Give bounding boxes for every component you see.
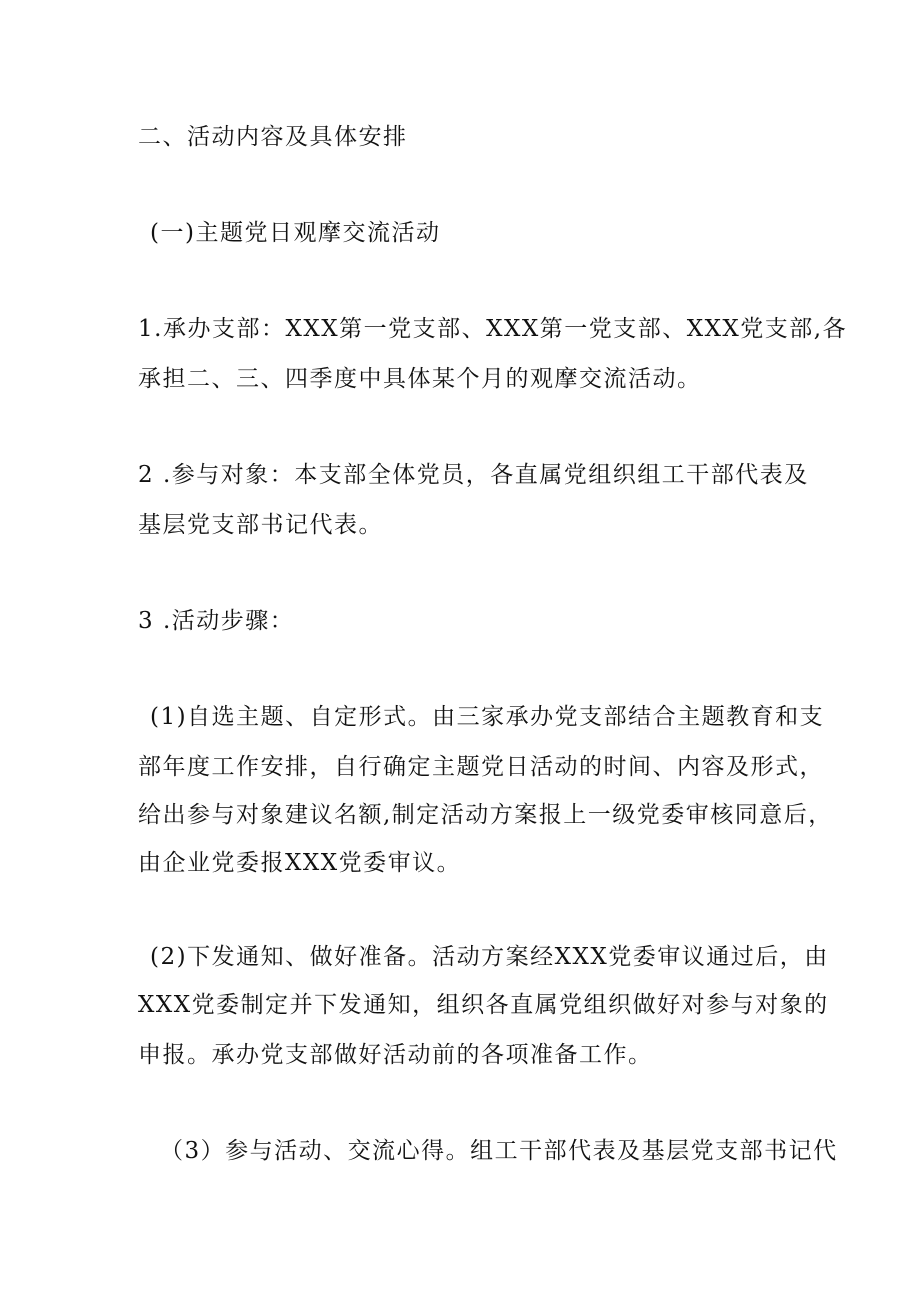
item1-line-2: 承担二、三、四季度中具体某个月的观摩交流活动。 (138, 366, 702, 392)
step3-line-1: （3）参与活动、交流心得。组工干部代表及基层党支部书记代 (160, 1138, 838, 1164)
step2-line-2: XXX党委制定并下发通知，组织各直属党组织做好对参与对象的 (138, 992, 829, 1018)
item1-line-1: 1.承办支部：XXX第一党支部、XXX第一党支部、XXX党支部,各 (138, 316, 848, 342)
subsection-heading: (一)主题党日观摩交流活动 (150, 220, 441, 246)
item3-label: 3 .活动步骤： (138, 608, 295, 634)
section-heading: 二、活动内容及具体安排 (138, 124, 408, 150)
step1-line-1: (1)自选主题、自定形式。由三家承办党支部结合主题教育和支 (150, 704, 825, 730)
step1-line-3: 给出参与对象建议名额,制定活动方案报上一级党委审核同意后， (138, 802, 833, 828)
step1-line-2: 部年度工作安排，自行确定主题党日活动的时间、内容及形式， (138, 754, 824, 780)
step1-line-4: 由企业党委报XXX党委审议。 (138, 850, 462, 876)
step2-line-1: (2)下发通知、做好准备。活动方案经XXX党委审议通过后，由 (150, 944, 829, 970)
item2-line-1: 2 .参与对象：本支部全体党员，各直属党组织组工干部代表及 (138, 462, 809, 488)
step2-line-3: 申报。承办党支部做好活动前的各项准备工作。 (138, 1042, 653, 1068)
item2-line-2: 基层党支部书记代表。 (138, 512, 383, 538)
